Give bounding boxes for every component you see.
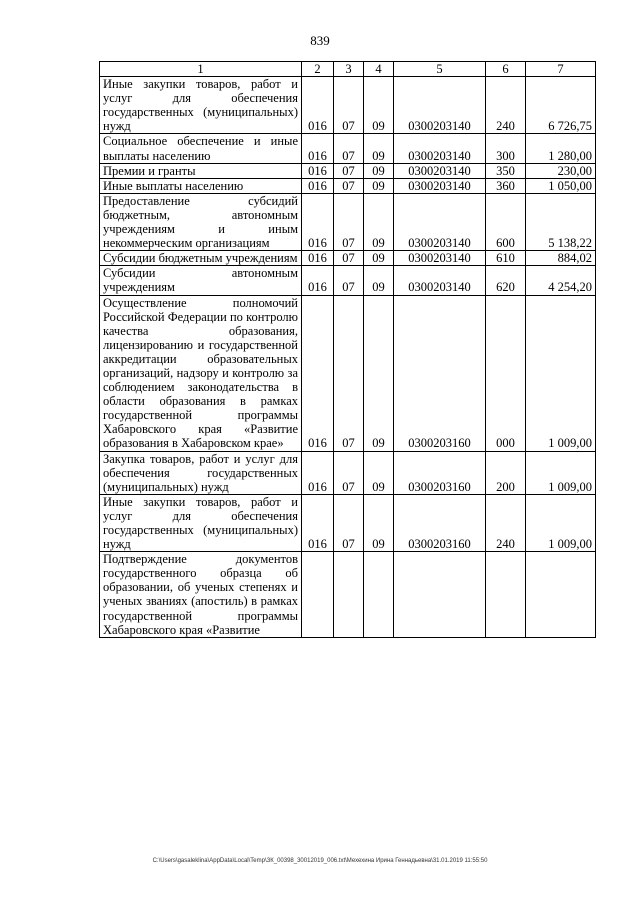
section-code-cell [334, 552, 364, 638]
target-article-cell: 0300203160 [394, 494, 486, 551]
target-article-cell: 0300203160 [394, 295, 486, 451]
target-article-cell: 0300203160 [394, 451, 486, 494]
amount-cell: 1 009,00 [526, 295, 596, 451]
column-header: 5 [394, 62, 486, 77]
column-header: 2 [302, 62, 334, 77]
subsection-code-cell: 09 [364, 494, 394, 551]
expense-type-cell: 610 [486, 251, 526, 266]
table-row [100, 251, 596, 266]
target-article-cell: 0300203140 [394, 134, 486, 163]
subsection-code-cell: 09 [364, 451, 394, 494]
table-row [100, 193, 596, 250]
target-article-cell [394, 552, 486, 638]
amount-cell: 1 009,00 [526, 494, 596, 551]
amount-cell: 1 050,00 [526, 178, 596, 193]
ministry-code-cell: 016 [302, 266, 334, 295]
subsection-code-cell [364, 552, 394, 638]
page-number: 839 [310, 33, 330, 48]
subsection-code-cell: 09 [364, 163, 394, 178]
amount-cell: 1 280,00 [526, 134, 596, 163]
ministry-code-cell: 016 [302, 494, 334, 551]
budget-table [99, 61, 596, 638]
subsection-code-cell: 09 [364, 134, 394, 163]
ministry-code-cell: 016 [302, 193, 334, 250]
subsection-code-cell: 09 [364, 251, 394, 266]
expense-type-cell: 000 [486, 295, 526, 451]
item-name-cell: Субсидии бюджетным учреждениям [100, 251, 302, 266]
expense-type-cell [486, 552, 526, 638]
table-row [100, 451, 596, 494]
item-name-cell: Иные выплаты населению [100, 178, 302, 193]
expense-type-cell: 240 [486, 494, 526, 551]
section-code-cell: 07 [334, 134, 364, 163]
ministry-code-cell: 016 [302, 77, 334, 134]
table-row [100, 178, 596, 193]
ministry-code-cell [302, 552, 334, 638]
item-name-cell: Иные закупки товаров, работ и услуг для обеспечения государственных (муниципальных) нужд [100, 77, 302, 134]
subsection-code-cell: 09 [364, 295, 394, 451]
table-row [100, 163, 596, 178]
amount-cell: 1 009,00 [526, 451, 596, 494]
target-article-cell: 0300203140 [394, 251, 486, 266]
section-code-cell: 07 [334, 266, 364, 295]
table-row [100, 552, 596, 638]
subsection-code-cell: 09 [364, 178, 394, 193]
target-article-cell: 0300203140 [394, 266, 486, 295]
section-code-cell: 07 [334, 178, 364, 193]
section-code-cell: 07 [334, 193, 364, 250]
section-code-cell: 07 [334, 77, 364, 134]
amount-cell: 230,00 [526, 163, 596, 178]
table-row [100, 295, 596, 451]
target-article-cell: 0300203140 [394, 77, 486, 134]
ministry-code-cell: 016 [302, 251, 334, 266]
target-article-cell: 0300203140 [394, 193, 486, 250]
section-code-cell: 07 [334, 494, 364, 551]
amount-cell: 884,02 [526, 251, 596, 266]
target-article-cell: 0300203140 [394, 163, 486, 178]
column-header: 6 [486, 62, 526, 77]
subsection-code-cell: 09 [364, 77, 394, 134]
item-name-cell: Предоставление субсидий бюджетным, автономным учреждениям и иным некоммерческим организациям [100, 193, 302, 250]
expense-type-cell: 620 [486, 266, 526, 295]
target-article-cell: 0300203140 [394, 178, 486, 193]
item-name-cell: Субсидии автономным учреждениям [100, 266, 302, 295]
ministry-code-cell: 016 [302, 451, 334, 494]
section-code-cell: 07 [334, 163, 364, 178]
item-name-cell: Подтверждение документов государственного образца об образовании, об ученых степенях и ученых званиях (апостиль) в рамках государственной программы Хабаровского края «Развитие [100, 552, 302, 638]
section-code-cell: 07 [334, 451, 364, 494]
amount-cell: 5 138,22 [526, 193, 596, 250]
ministry-code-cell: 016 [302, 163, 334, 178]
expense-type-cell: 600 [486, 193, 526, 250]
section-code-cell: 07 [334, 295, 364, 451]
table-row [100, 134, 596, 163]
ministry-code-cell: 016 [302, 134, 334, 163]
item-name-cell: Осуществление полномочий Российской Федерации по контролю качества образования, лицензированию и государственной аккредитации образовательных организаций, надзору и контролю за соблюдением законодательства в области образования в рамках государственной программы Хабаровского края «Развитие образования в Хабаровском крае» [100, 295, 302, 451]
expense-type-cell: 240 [486, 77, 526, 134]
expense-type-cell: 200 [486, 451, 526, 494]
item-name-cell: Закупка товаров, работ и услуг для обеспечения государственных (муниципальных) нужд [100, 451, 302, 494]
ministry-code-cell: 016 [302, 178, 334, 193]
column-header: 1 [100, 62, 302, 77]
item-name-cell: Иные закупки товаров, работ и услуг для обеспечения государственных (муниципальных) нужд [100, 494, 302, 551]
table-row [100, 77, 596, 134]
column-header: 4 [364, 62, 394, 77]
column-header: 3 [334, 62, 364, 77]
table-row [100, 266, 596, 295]
table-row [100, 494, 596, 551]
table-header-row [100, 62, 596, 77]
column-header: 7 [526, 62, 596, 77]
item-name-cell: Социальное обеспечение и иные выплаты населению [100, 134, 302, 163]
amount-cell [526, 552, 596, 638]
subsection-code-cell: 09 [364, 266, 394, 295]
table-body [100, 77, 596, 638]
section-code-cell: 07 [334, 251, 364, 266]
ministry-code-cell: 016 [302, 295, 334, 451]
file-path-footer: C:\Users\gasaleklina\AppData\Local\Temp\ЗК_00398_30012019_006.txt\Мехехина Ирина Геннадьевна\31.01.2019 11:55:50 [152, 858, 488, 864]
expense-type-cell: 350 [486, 163, 526, 178]
amount-cell: 4 254,20 [526, 266, 596, 295]
expense-type-cell: 360 [486, 178, 526, 193]
expense-type-cell: 300 [486, 134, 526, 163]
item-name-cell: Премии и гранты [100, 163, 302, 178]
amount-cell: 6 726,75 [526, 77, 596, 134]
subsection-code-cell: 09 [364, 193, 394, 250]
